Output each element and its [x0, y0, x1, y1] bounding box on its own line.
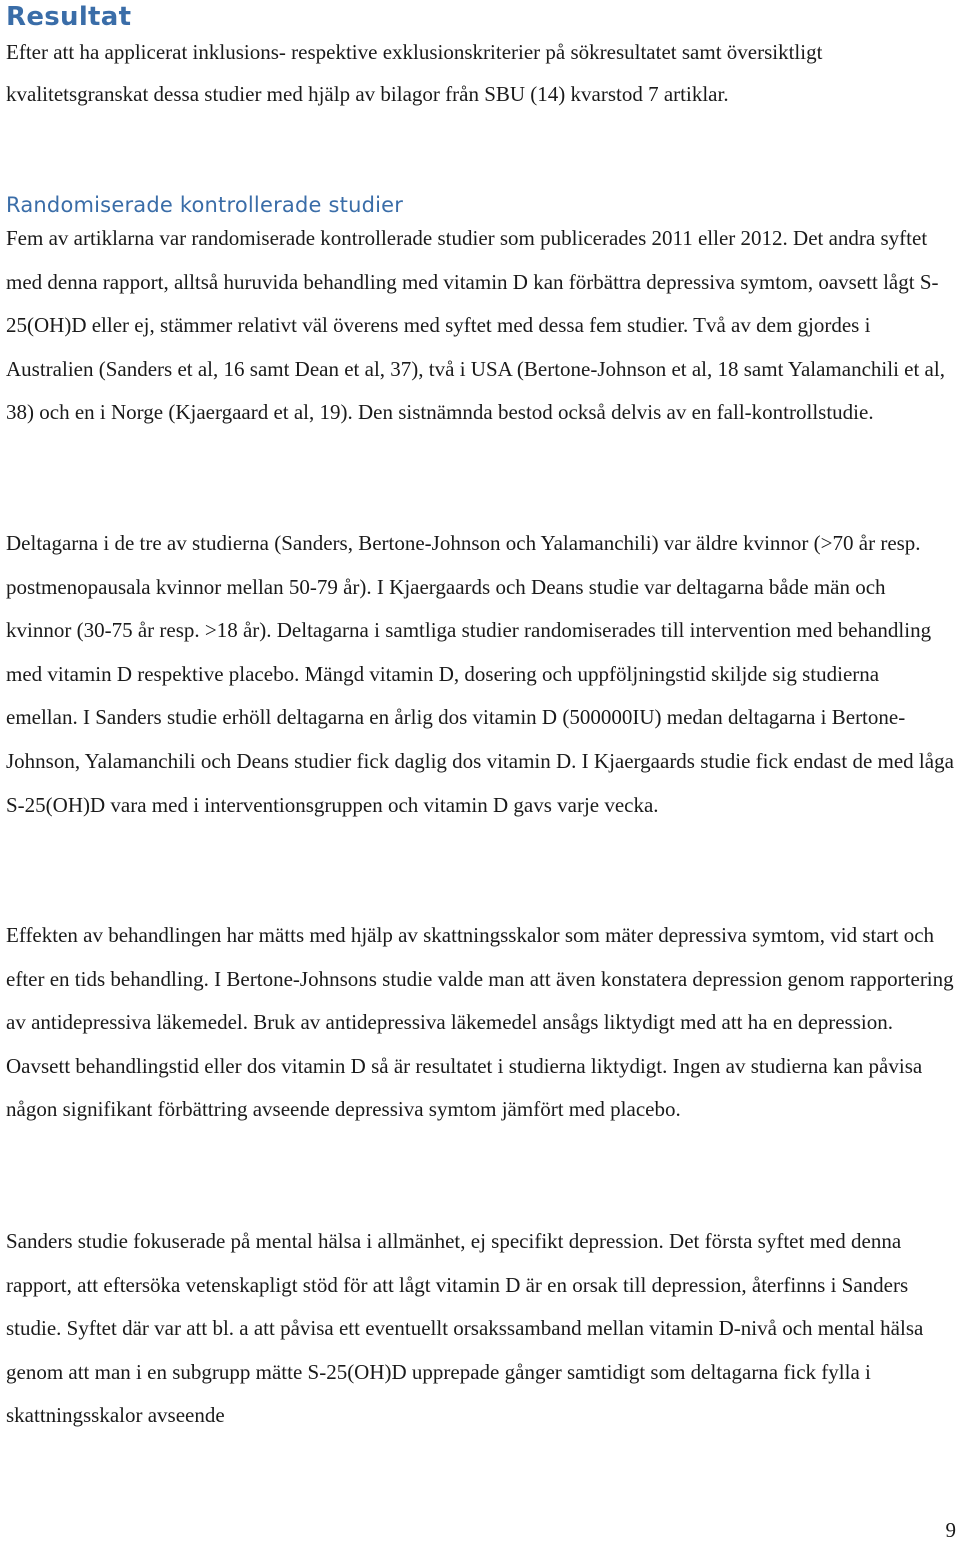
subsection-heading: Randomiserade kontrollerade studier	[6, 193, 404, 217]
paragraph-4: Sanders studie fokuserade på mental hälsa i allmänhet, ej specifikt depression. Det första syftet med denna rapport, att eftersöka vetenskapligt stöd för att lågt vitamin D är en orsak till depression, återfinns i Sanders studie. Syftet där var att bl. a att påvisa ett eventuellt orsakssamband mellan vitamin D-nivå och mental hälsa genom att man i en subgrupp mätte S-25(OH)D upprepade gånger samtidigt som deltagarna fick fylla i skattningsskalor avseende	[6, 1229, 924, 1428]
section-heading: Resultat	[6, 2, 132, 32]
document-page	[6, 0, 954, 1428]
paragraph-2: Deltagarna i de tre av studierna (Sanders, Bertone-Johnson och Yalamanchili) var äldre kvinnor (>70 år resp. postmenopausala kvinnor mellan 50-79 år). I Kjaergaards och Deans studie var deltagarna både män och kvinnor (30-75 år resp. >18 år). Deltagarna i samtliga studier randomiserades till intervention med behandling med vitamin D respektive placebo. Mängd vitamin D, dosering och uppföljningstid skiljde sig studierna emellan. I Sanders studie erhöll deltagarna en årlig dos vitamin D (500000IU) medan deltagarna i Bertone-Johnson, Yalamanchili och Deans studier fick daglig dos vitamin D. I Kjaergaards studie fick endast de med låga S-25(OH)D vara med i interventionsgruppen och vitamin D gavs varje vecka.	[6, 531, 954, 817]
paragraph-3: Effekten av behandlingen har mätts med hjälp av skattningsskalor som mäter depressiva symtom, vid start och efter en tids behandling. I Bertone-Johnsons studie valde man att även konstatera depression genom rapportering av antidepressiva läkemedel. Bruk av antidepressiva läkemedel ansågs liktydigt med att ha en depression. Oavsett behandlingstid eller dos vitamin D så är resultatet i studierna liktydigt. Ingen av studierna kan påvisa någon signifikant förbättring avseende depressiva symtom jämfört med placebo.	[6, 923, 954, 1122]
intro-paragraph: Efter att ha applicerat inklusions- respektive exklusionskriterier på sökresultatet samt översiktligt kvalitetsgranskat dessa studier med hjälp av bilagor från SBU (14) kvarstod 7 artiklar.	[6, 40, 823, 106]
paragraph-1: Fem av artiklarna var randomiserade kontrollerade studier som publicerades 2011 eller 2012. Det andra syftet med denna rapport, alltså huruvida behandling med vitamin D kan förbättra depressiva symtom, oavsett lågt S-25(OH)D eller ej, stämmer relativt väl överens med syftet med dessa fem studier. Två av dem gjordes i Australien (Sanders et al, 16 samt Dean et al, 37), två i USA (Bertone-Johnson et al, 18 samt Yalamanchili et al, 38) och en i Norge (Kjaergaard et al, 19). Den sistnämnda bestod också delvis av en fall-kontrollstudie.	[6, 226, 945, 425]
page-number: 9	[945, 1518, 956, 1542]
